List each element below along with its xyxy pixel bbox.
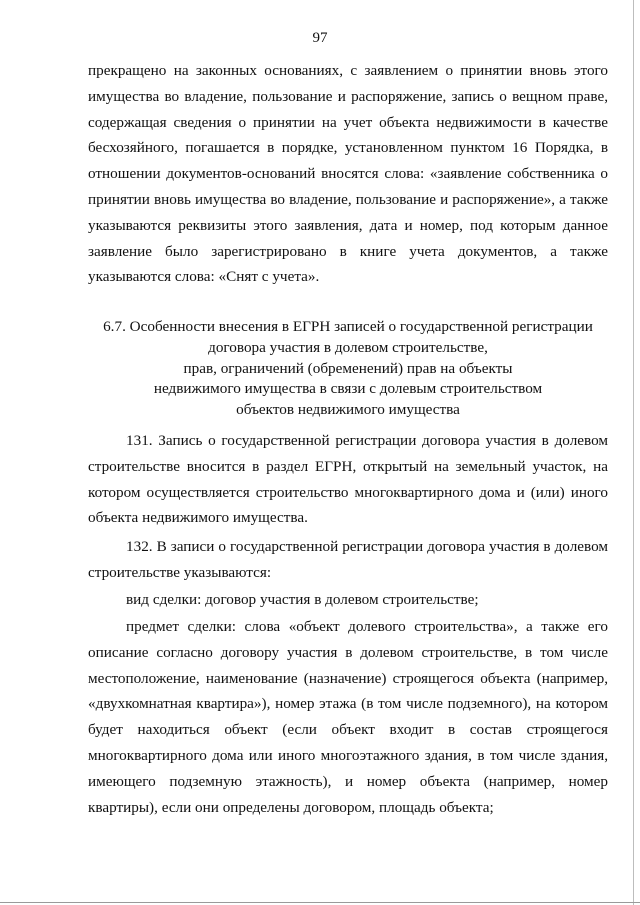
section-heading-line: 6.7. Особенности внесения в ЕГРН записей о государственной регистрации (103, 318, 593, 335)
paragraph-continuation (88, 58, 608, 290)
scan-edge-right (633, 0, 634, 905)
paragraph-132 (88, 534, 608, 586)
section-heading-line: недвижимого имущества в связи с долевым строительством (153, 380, 543, 398)
page-number: 97 (312, 30, 328, 46)
paragraph-deal-type (88, 587, 608, 613)
section-heading-line: прав, ограничений (обременений) прав на объекты (183, 359, 513, 377)
paragraph-text: 131. Запись о государственной регистрации договора участия в долевом строительстве вносится в раздел ЕГРН, открытый на земельный участок, на котором осуществляется строительство многоквартирного дома и (или) иного объекта недвижимого имущества. (88, 432, 608, 527)
section-heading (88, 317, 608, 421)
paragraph-text: 132. В записи о государственной регистрации договора участия в долевом строительстве указываются: (88, 538, 608, 581)
paragraph-text: предмет сделки: слова «объект долевого строительства», а также его описание согласно договору участия в долевом строительстве, в том числе местоположение, наименование (назначение) строящегося объекта (например, «двухкомнатная квартира»), номер этажа (в том числе подземного), на котором будет находиться объект (если объект входит в состав строящегося многоквартирного дома или иного многоэтажного здания, в том числе здания, имеющего подземную этажность), и номер объекта (например, номер квартиры), если они определены договором, площадь объекта; (88, 618, 608, 816)
paragraph-text: вид сделки: договор участия в долевом строительстве; (126, 591, 479, 608)
paragraph-131 (88, 428, 608, 531)
section-heading-line: договора участия в долевом строительстве, (208, 338, 488, 356)
paragraph-text: прекращено на законных основаниях, с заявлением о принятии вновь этого имущества во владение, пользование и распоряжение, запись о вещном праве, содержащая сведения о принятии на учет объекта недвижимости в качестве бесхозяйного, погашается в порядке, установленном пунктом 16 Порядка, в отношении документов-оснований вносятся слова: «заявление собственника о принятии вновь имущества во владение, пользование и распоряжение», а также указываются реквизиты этого заявления, дата и номер, под которым данное заявление было зарегистрировано в книге учета документов, а также указываются слова: «Снят с учета». (88, 62, 608, 286)
scan-edge-bottom (0, 902, 640, 903)
paragraph-deal-subject (88, 614, 608, 820)
section-heading-line: объектов недвижимого имущества (236, 401, 460, 419)
